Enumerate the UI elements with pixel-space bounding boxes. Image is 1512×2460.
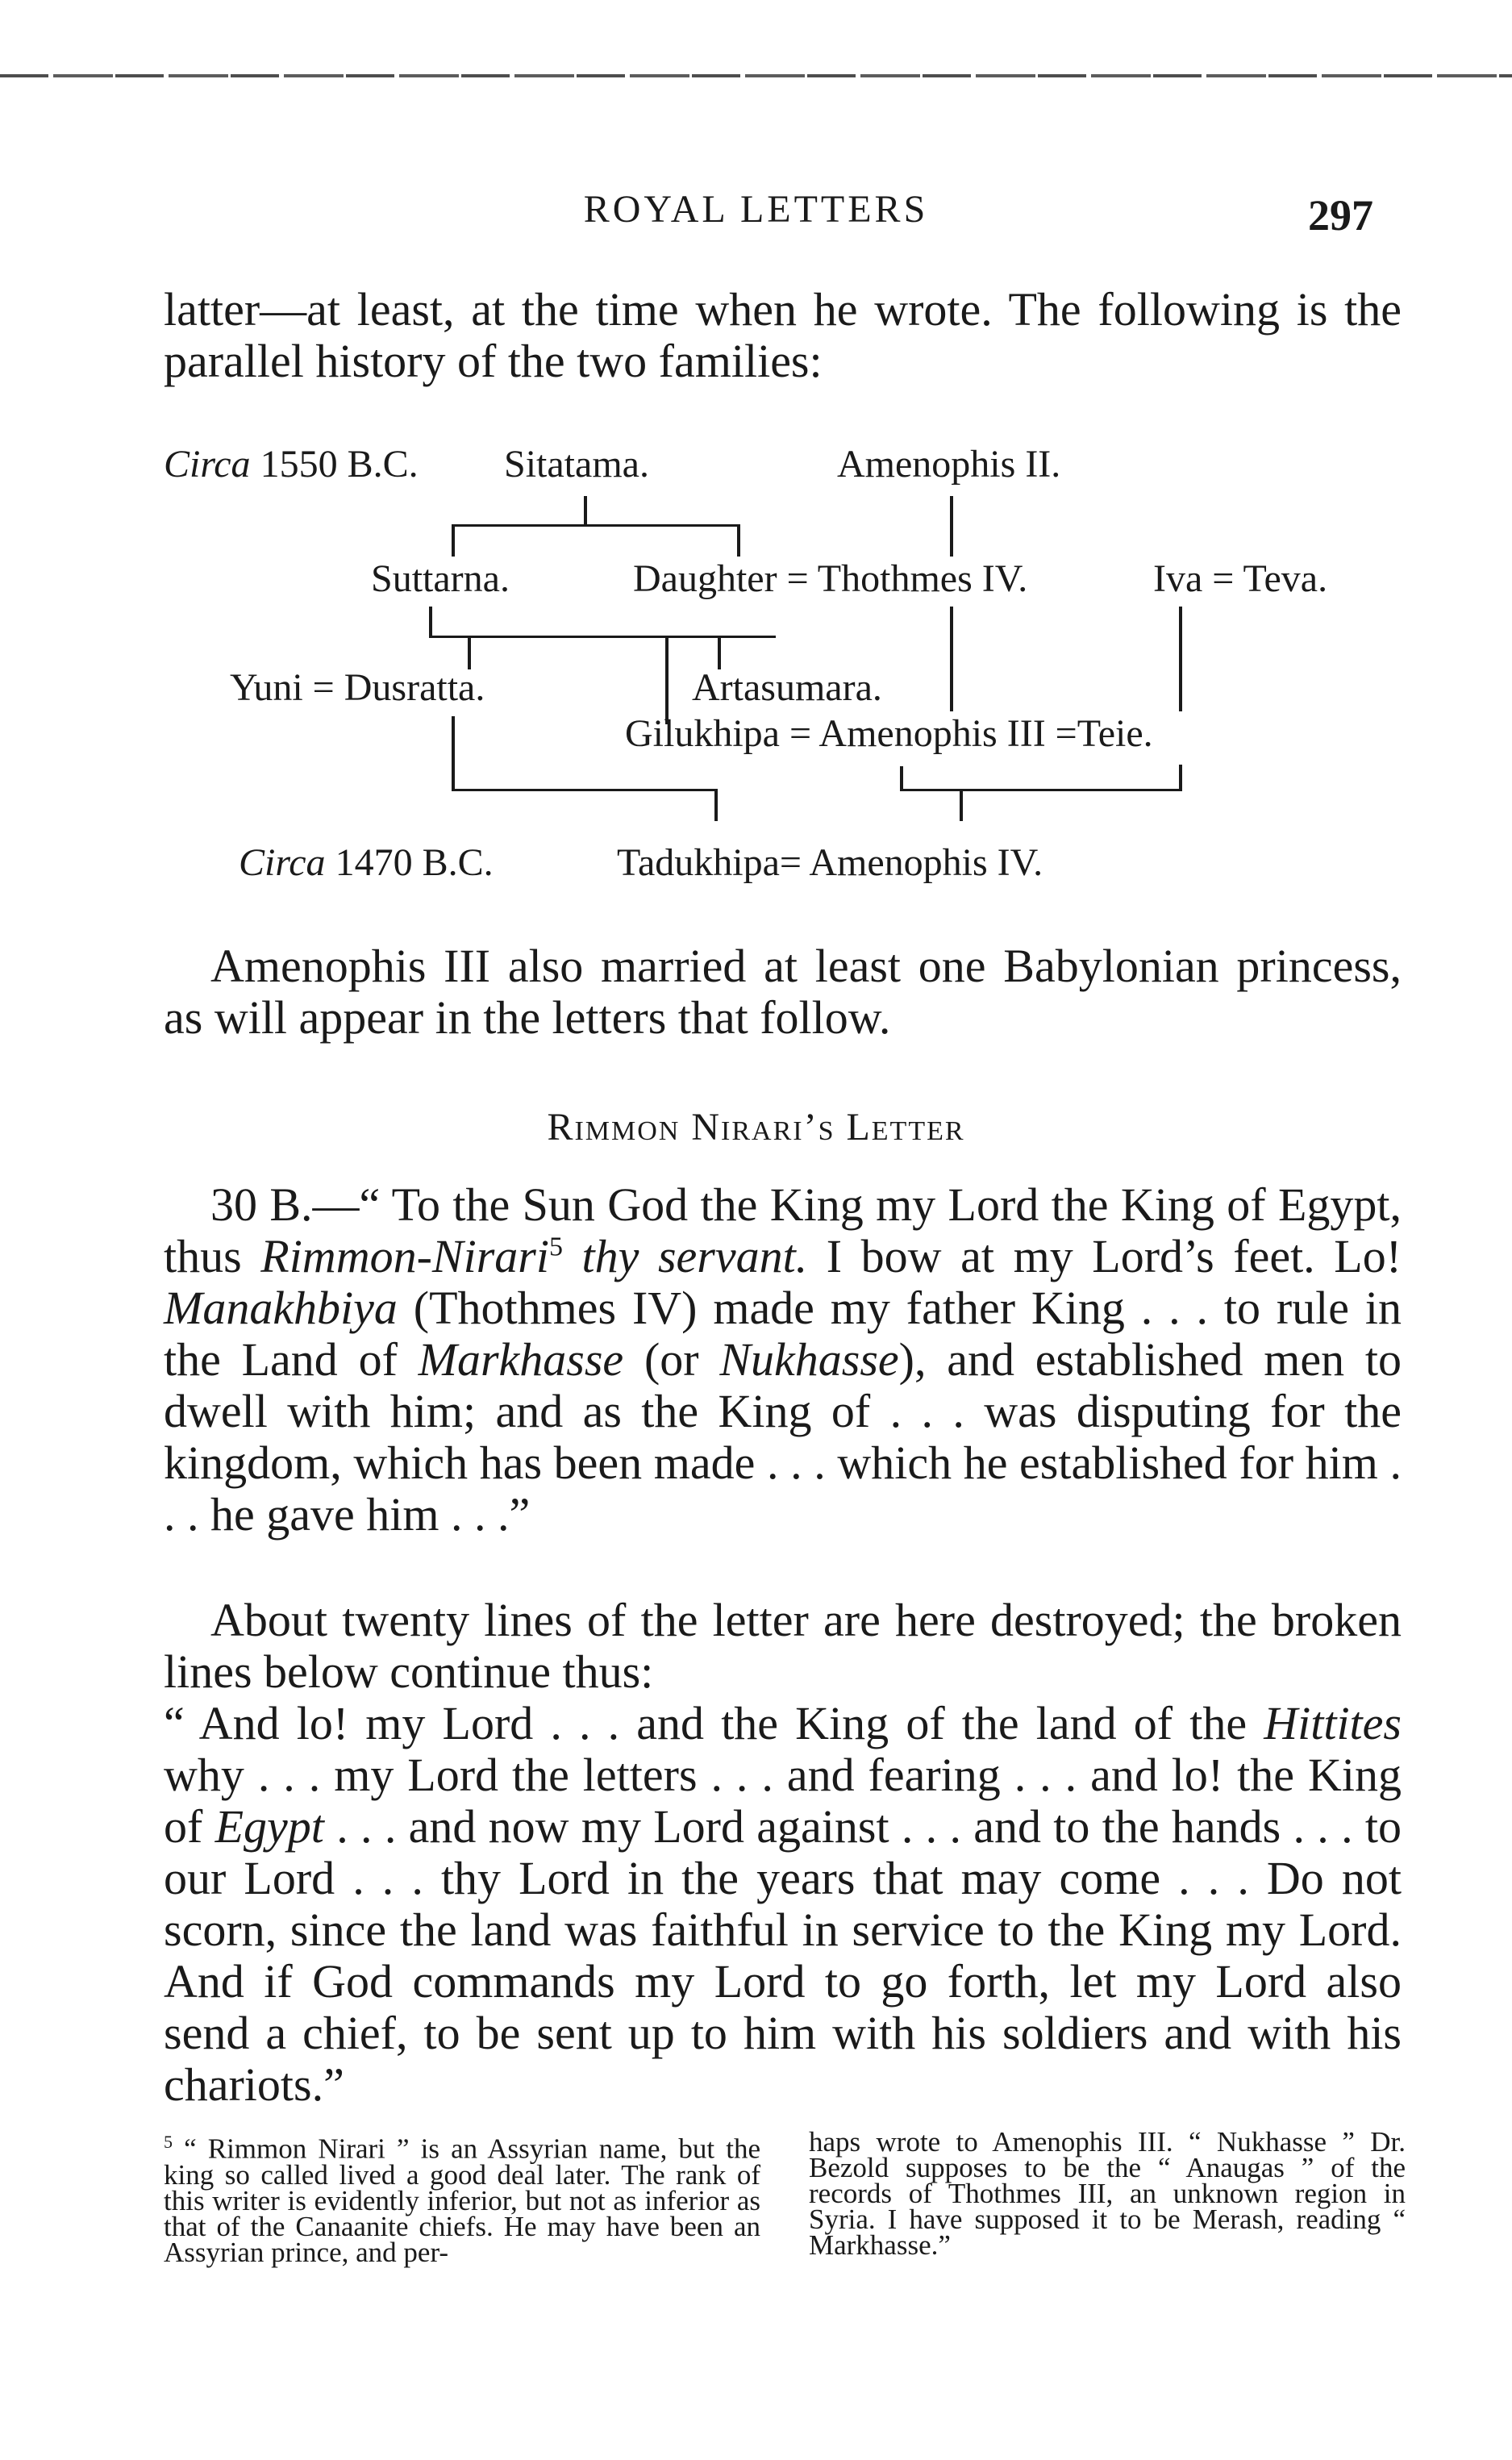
artasumara: Artasumara. [692,666,882,709]
line [452,524,740,527]
section-title: Rimmon Nirari’s Letter [547,1106,965,1149]
circa-date: 1470 B.C. [335,841,494,884]
name-manakhbiya: Manakhbiya [164,1282,398,1334]
line [737,524,740,557]
name-markhasse: Markhasse [418,1333,624,1386]
top-rule [0,74,1512,77]
line [950,607,953,711]
line [900,766,903,790]
line [584,496,587,524]
letter-paragraph-2: About twenty lines of the letter are here destroyed; the broken lines below continue thus: [164,1594,1402,1698]
genealogy-tree [0,427,1512,911]
line [429,607,432,637]
line [1179,765,1182,790]
tadukhipa-amenophis-iv: Tadukhipa= Amenophis IV. [617,841,1043,884]
line [718,636,721,669]
letter-text: why . . . my Lord the letters . . . and fearing . . . and lo! the King of [164,1749,1402,1853]
name-egypt: Egypt [215,1800,324,1853]
iva-teva: Iva = Teva. [1153,557,1328,600]
name-nukhasse: Nukhasse [719,1333,899,1386]
gilukhipa-amenophis-iii-teie: Gilukhipa = Amenophis III =Teie. [625,712,1153,755]
sitatama: Sitatama. [504,443,649,486]
line [1179,607,1182,711]
circa-date: 1550 B.C. [260,443,419,486]
circa-word: Circa [164,443,251,486]
line [452,524,455,557]
amenophis-ii: Amenophis II. [837,443,1061,486]
amenophis-text: Amenophis III also married at least one Babylonian princess, as will appear in the letters that follow. [164,940,1402,1044]
letter-paragraph-3 [164,1698,1402,2111]
footnote-mark: 5 [164,2132,173,2152]
name-rimmon-nirari: Rimmon-Nirari [260,1230,549,1282]
letter-text: “ And lo! my Lord . . . and the King of the land of the [164,1697,1264,1749]
letter-paragraph-1 [164,1179,1402,1541]
line [950,496,953,557]
footnote-left-column [164,2129,760,2266]
letter-text: ), and established men to dwell with him; and as the King of . . . was disputing for the kingdom, which has been made . . . which he established for him . . . he gave him . . .” [164,1333,1402,1541]
footnote-right-column: haps wrote to Amenophis III. “ Nukhasse ” Dr. Bezold supposes to be the “ Anaugas ” of the records of Thothmes III, an unknown region in Syria. I have supposed it to be Merash, reading “ Markhasse.” [809,2126,1406,2261]
name-hittites: Hittites [1264,1697,1402,1749]
yuni-dusratta: Yuni = Dusratta. [230,666,485,709]
footnote-text: “ Rimmon Nirari ” is an Assyrian name, but the king so called lived a good deal later. The rank of this writer is evidently inferior, but not as inferior as that of the Canaanite chiefs. He may have been an Assyrian prince, and per- [164,2133,760,2268]
circa-1470 [239,840,494,885]
amenophis-paragraph [164,940,1402,1044]
intro-paragraph: latter—at least, at the time when he wrote. The following is the parallel history of the two families: [164,283,1402,387]
line [900,789,1182,791]
suttarna: Suttarna. [371,557,510,600]
footnote-ref: 5 [548,1232,563,1262]
thy-servant: thy servant. [562,1230,808,1282]
daughter-thothmes-iv: Daughter = Thothmes IV. [633,557,1028,600]
letter-text: 30 B.—“ To the Sun God the King my Lord the King of Egypt, thus [164,1178,1402,1282]
line [468,636,471,669]
letter-text: (Thothmes IV) made my father King . . . to rule in the Land of [164,1282,1402,1386]
letter-text: I bow at my Lord’s feet. Lo! [807,1230,1402,1282]
letter-text: (or [623,1333,720,1386]
line [452,716,455,790]
circa-1550 [164,442,419,486]
circa-word: Circa [239,841,326,884]
line [452,789,718,791]
running-head: ROYAL LETTERS [583,188,929,231]
page-number: 297 [1308,191,1373,240]
line [960,789,963,821]
line [429,636,776,638]
line [714,789,718,821]
letter-text: . . . and now my Lord against . . . and to the hands . . . to our Lord . . . thy Lord in the years that may come . . . Do not scorn, since the land was faithful in service to the King my Lord. And if God commands my Lord to go forth, let my Lord also send a chief, to be sent up to him with his soldiers and with his chariots.” [164,1800,1402,2111]
